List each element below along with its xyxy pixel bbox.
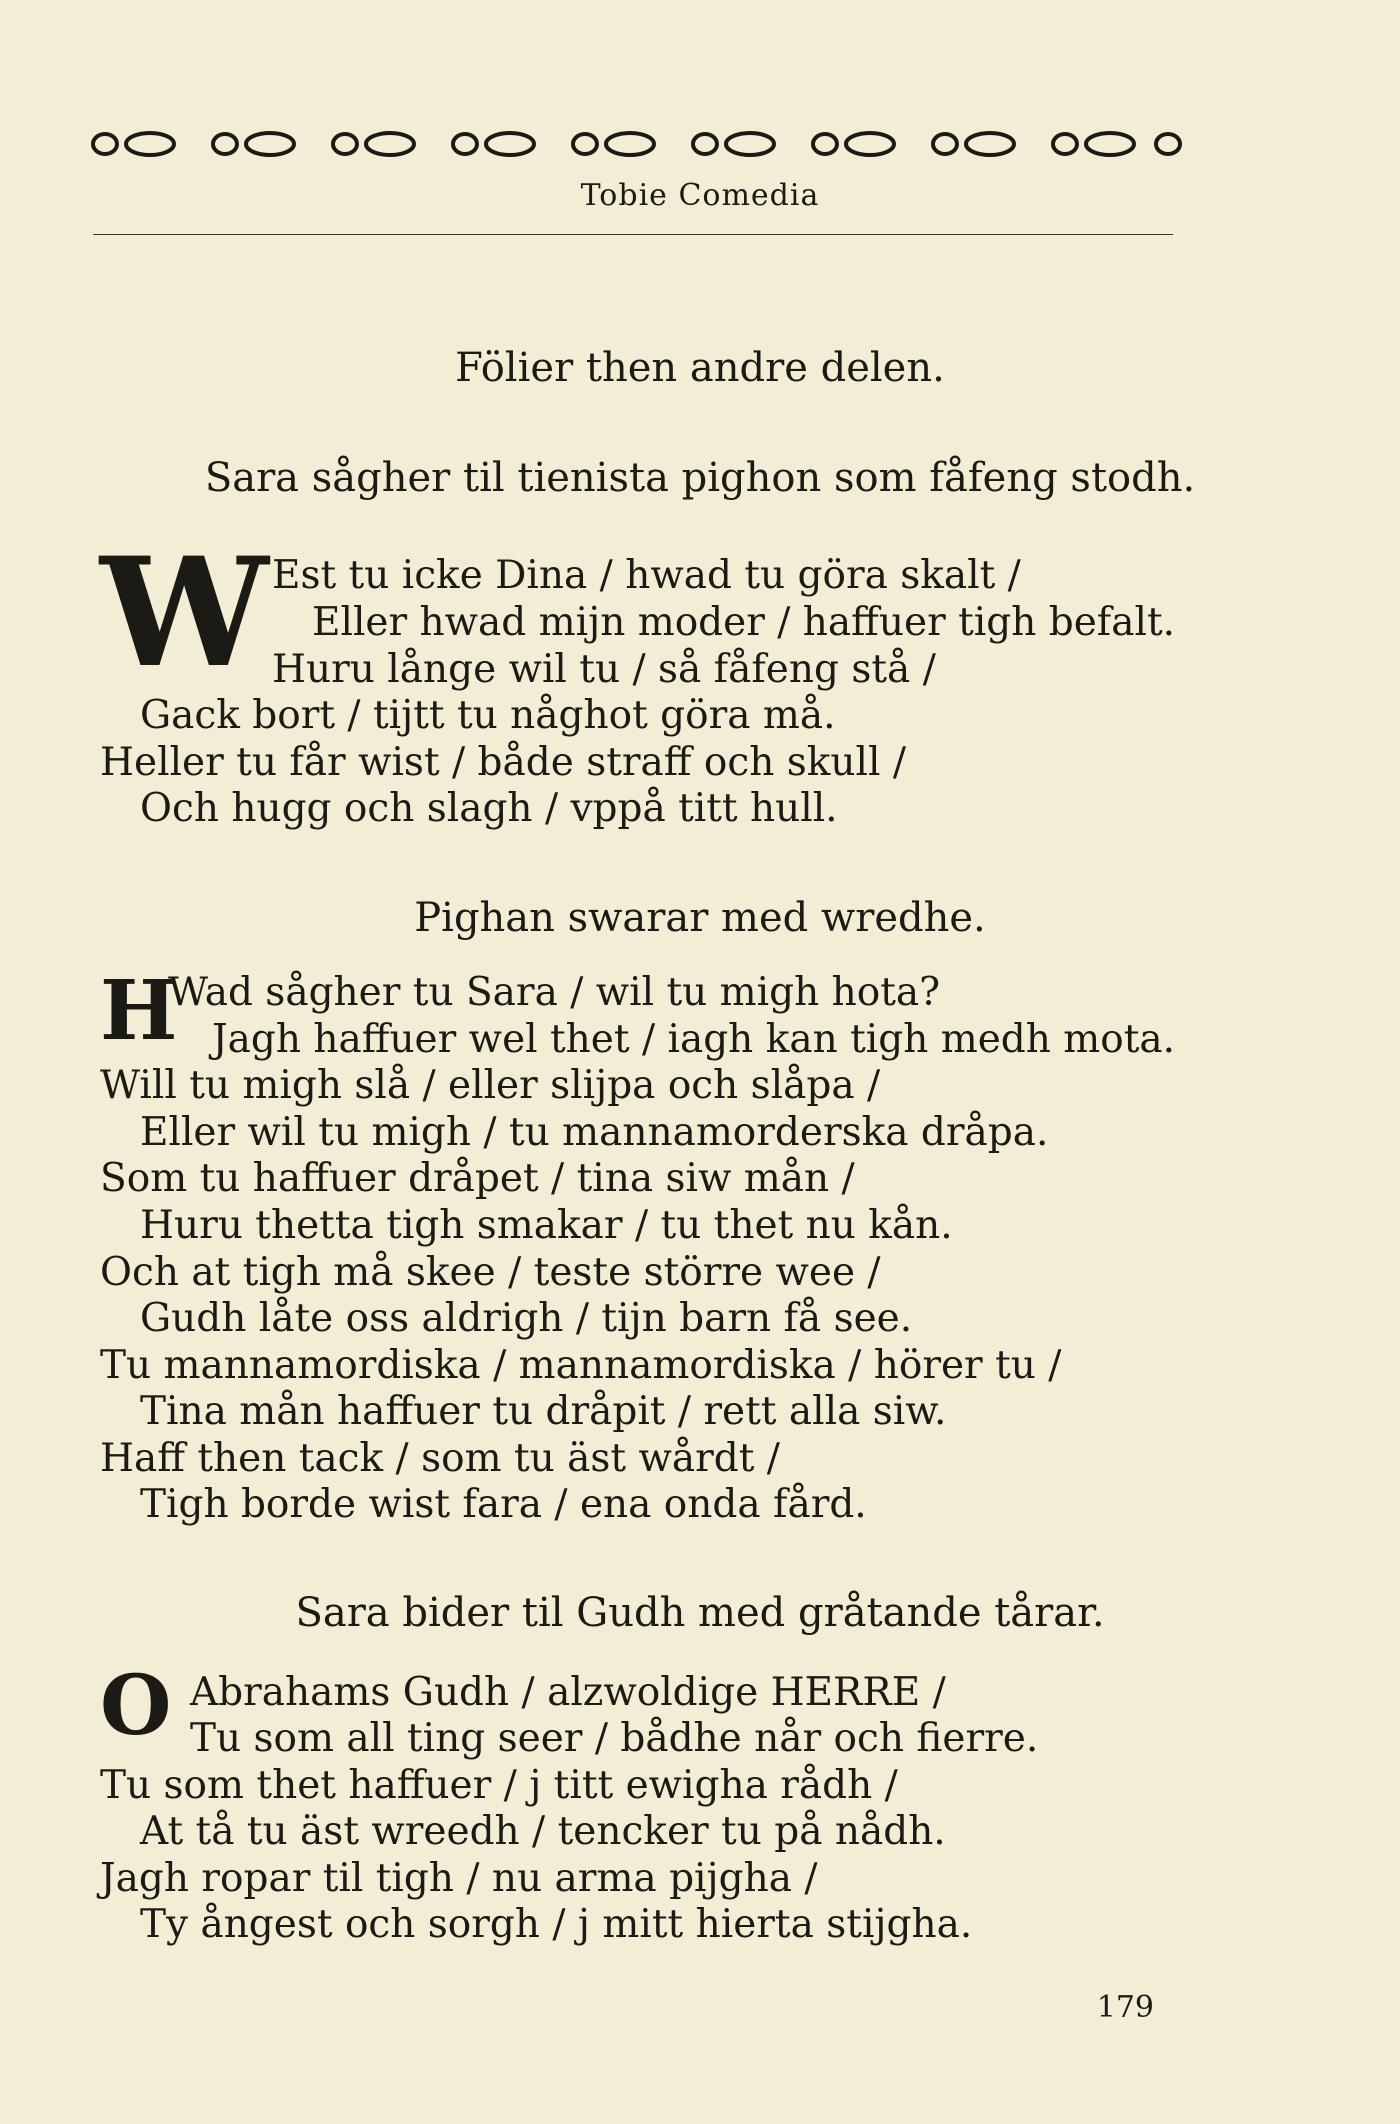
verse-line: Jagh ropar til tigh / nu arma pijgha /	[100, 1856, 818, 1901]
verse-line: At tå tu äst wreedh / tencker tu på nådh.	[140, 1809, 946, 1854]
verse-line: Ty ångest och sorgh / j mitt hierta stijgha.	[140, 1902, 973, 1947]
section-heading: Sara bider til Gudh med gråtande tårar.	[295, 1590, 1105, 1636]
verse-line: Tu som all ting seer / bådhe når och fierre.	[190, 1716, 1039, 1761]
section-heading: Sara sågher til tienista pighon som fåfeng stodh.	[204, 455, 1196, 501]
verse-line: Will tu migh slå / eller slijpa och slåpa /	[100, 1063, 881, 1108]
verse-line: Och at tigh må skee / teste större wee /	[100, 1250, 881, 1295]
page-number: 179	[1096, 1990, 1154, 2025]
verse-line: Haff then tack / som tu äst wårdt /	[100, 1436, 780, 1481]
drop-cap-initial: H	[100, 963, 178, 1059]
verse-line: Gack bort / tijtt tu någhot göra må.	[140, 693, 836, 738]
verse-line: Som tu haffuer dråpet / tina siw mån /	[100, 1156, 855, 1201]
verse-line: Eller wil tu migh / tu mannamorderska dråpa.	[140, 1110, 1049, 1155]
verse-line: Heller tu får wist / både straff och skull /	[100, 740, 906, 785]
verse-line: Jagh haffuer wel thet / iagh kan tigh medh mota.	[212, 1017, 1176, 1062]
decorative-chain-border-icon	[80, 124, 1190, 164]
drop-cap-initial: O	[100, 1658, 172, 1754]
drop-cap-initial: W	[100, 525, 269, 701]
verse-line: Huru långe wil tu / så fåfeng stå /	[272, 647, 936, 692]
part-heading: Fölier then andre delen.	[455, 345, 945, 391]
verse-line: Wad sågher tu Sara / wil tu migh hota?	[168, 970, 941, 1015]
verse-line: Gudh låte oss aldrigh / tijn barn få see.	[140, 1296, 913, 1341]
verse-line: Tigh borde wist fara / ena onda fård.	[140, 1482, 867, 1527]
verse-line: Och hugg och slagh / vppå titt hull.	[140, 786, 838, 831]
verse-line: Tu mannamordiska / mannamordiska / hörer tu /	[100, 1343, 1062, 1388]
running-head: Tobie Comedia	[580, 178, 820, 213]
verse-line: Huru thetta tigh smakar / tu thet nu kån.	[140, 1203, 953, 1248]
verse-line: Eller hwad mijn moder / haffuer tigh befalt.	[312, 600, 1176, 645]
verse-line: Est tu icke Dina / hwad tu göra skalt /	[272, 553, 1021, 598]
section-heading: Pighan swarar med wredhe.	[414, 895, 986, 941]
verse-line: Tu som thet haffuer / j titt ewigha rådh /	[100, 1763, 898, 1808]
verse-line: Tina mån haffuer tu dråpit / rett alla siw.	[140, 1389, 947, 1434]
header-rule	[93, 234, 1173, 235]
verse-line: Abrahams Gudh / alzwoldige HERRE /	[190, 1670, 946, 1715]
